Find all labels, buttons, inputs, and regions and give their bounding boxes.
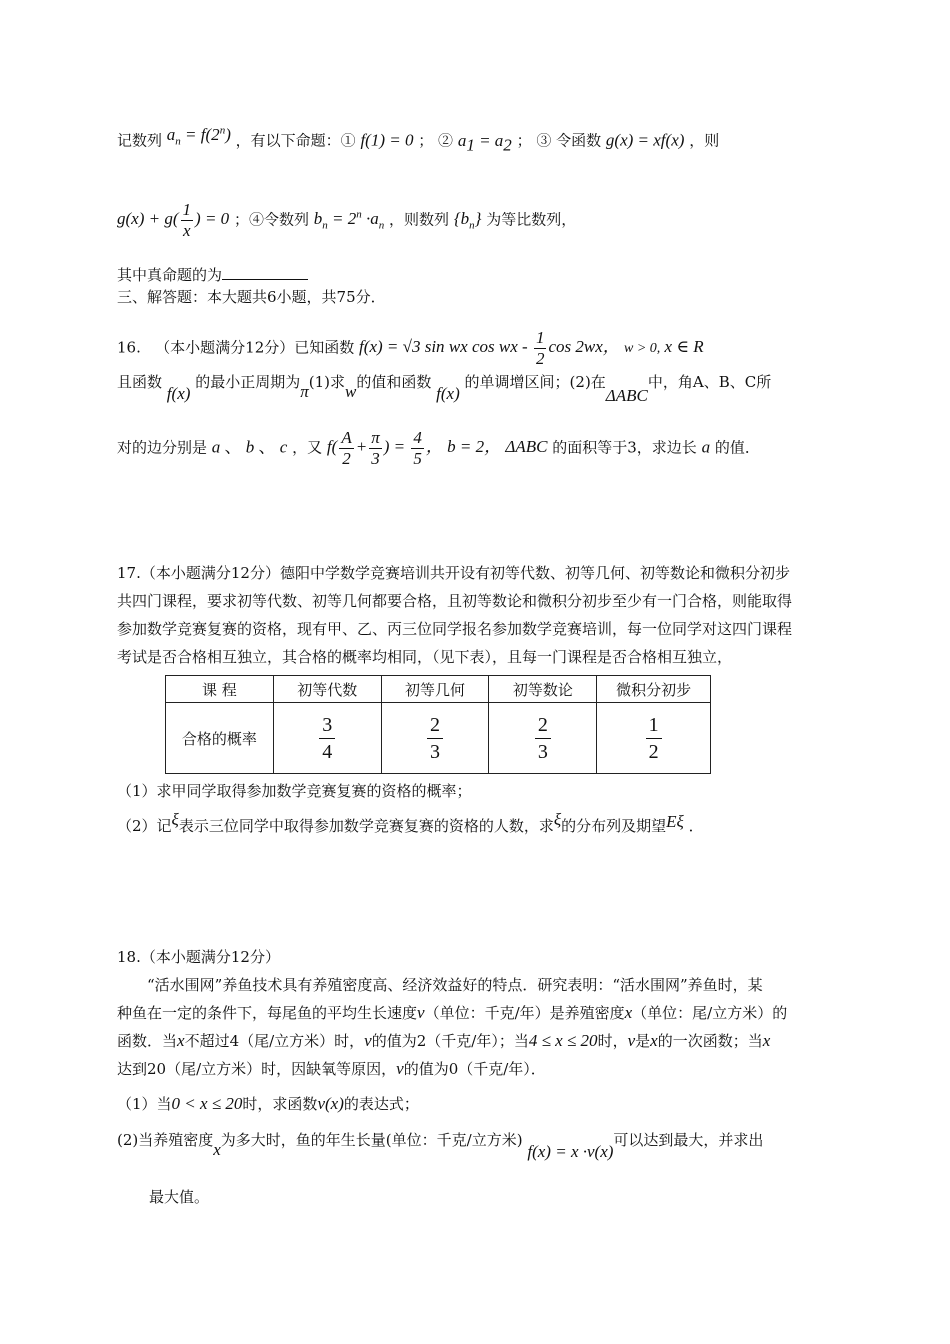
numerator: 3: [319, 712, 335, 739]
text: 记数列: [117, 131, 163, 150]
formula-v: v: [396, 1059, 404, 1078]
p15-line3: [117, 265, 308, 285]
numerator: 2: [535, 712, 551, 739]
formula-fx: f(x): [436, 384, 460, 403]
text: 三、解答题：本大题共6小题，共75分．: [117, 288, 386, 306]
p15-line1: [117, 120, 719, 155]
text: 中，角A、B、C所: [647, 373, 772, 391]
formula-bn-set: $\{b_n\}$: [453, 209, 482, 232]
formula-v: v: [417, 1003, 425, 1022]
text: ； ②: [418, 131, 454, 150]
text: ．: [688, 817, 704, 835]
q17-line1: [117, 563, 790, 583]
formula-x: x: [624, 1003, 633, 1022]
text: 的值．: [714, 438, 760, 457]
formula-x: x: [762, 1031, 771, 1050]
text: 的面积等于3，求边长: [552, 438, 697, 457]
formula-xi: ξ: [553, 810, 562, 829]
text: 为多大时，鱼的年生长量(单位：千克/立方米): [220, 1131, 523, 1149]
formula-triangle: ΔABC: [605, 386, 648, 405]
text: 可以达到最大，并求出: [613, 1131, 764, 1149]
formula-fx-growth: f(x) = x ·v(x): [527, 1142, 614, 1161]
table-cell: [273, 703, 381, 774]
fraction: [646, 712, 662, 765]
text: ；④令数列: [233, 210, 309, 229]
formula-v: v: [627, 1031, 636, 1050]
text: 对的边分别是: [117, 438, 208, 457]
answer-blank: [222, 265, 308, 280]
formula-expectation: Eξ: [666, 812, 684, 831]
text: 为等比数列，: [486, 210, 577, 229]
question-number: 16.: [117, 338, 141, 357]
text: 且函数: [117, 373, 163, 391]
q17-line2: [117, 591, 792, 611]
q18-line3: [117, 1031, 770, 1051]
formula-x: x: [213, 1140, 221, 1159]
text: 共四门课程，要求初等代数、初等几何都要合格，且初等数论和微积分初步至少有一门合格，则能取得: [117, 592, 793, 610]
q17-line4: [117, 647, 732, 667]
text: (1)求: [308, 373, 345, 391]
table-cell: [489, 703, 597, 774]
formula-a: a: [701, 437, 711, 457]
numerator: 2: [427, 712, 443, 739]
fraction: [535, 712, 551, 765]
table-header-cell: 初等数论: [489, 676, 597, 703]
text: ，则: [689, 131, 720, 150]
formula-x: x: [177, 1031, 185, 1050]
probability-table: [165, 675, 711, 774]
q17-line3: [117, 619, 792, 639]
formula-f16: f(x) = √3 sin wx cos wx - $\frac{1}{2}$ cos 2wx， w > 0, x ∈ R: [359, 328, 704, 368]
q16-line2: [117, 372, 771, 406]
text: 其中真命题的为: [117, 266, 223, 284]
text: 时，: [597, 1032, 628, 1050]
table-header-cell: 初等代数: [273, 676, 381, 703]
table-header-cell: 课 程: [166, 676, 274, 703]
section-3-heading: [117, 287, 386, 307]
text: 18.（本小题满分12分）: [117, 948, 280, 966]
text: 时，求函数: [242, 1095, 318, 1113]
text: 最大值。: [149, 1188, 210, 1206]
table-row-label: 合格的概率: [166, 703, 274, 774]
q18-sub2: [117, 1130, 763, 1162]
p15-line2: [117, 200, 576, 241]
text: 函数．当: [117, 1032, 178, 1050]
denominator: 4: [322, 740, 333, 763]
formula-xi: ξ: [171, 810, 179, 829]
denominator: 3: [537, 740, 548, 763]
text: 的单调增区间；(2)在: [464, 373, 606, 391]
formula-vx: v(x): [317, 1094, 344, 1113]
text: 的最小正周期为: [195, 373, 301, 391]
fraction: [319, 712, 335, 765]
q18-line4: [117, 1059, 546, 1079]
text: “活水围网”养鱼技术具有养殖密度高、经济效益好的特点．研究表明：“活水围网”养鱼时，某: [147, 976, 763, 994]
text: ； ③ 令函数: [516, 131, 602, 150]
fraction: [427, 712, 443, 765]
q18-title: [117, 947, 280, 967]
text: （本小题满分12分）已知函数: [155, 338, 355, 357]
q17-sub2: [117, 810, 704, 836]
text: 参加数学竞赛复赛的资格，现有甲、乙、丙三位同学报名参加数学竞赛培训，每一位同学对这四门课程: [117, 620, 793, 638]
text: 是: [635, 1032, 651, 1050]
denominator: 2: [648, 740, 659, 763]
q17-sub1: [117, 781, 472, 801]
text: 的值为2（千克/年）；当: [371, 1032, 529, 1050]
text: 表示三位同学中取得参加数学竞赛复赛的资格的人数，求: [178, 817, 554, 835]
formula-x: x: [650, 1031, 658, 1050]
formula-f-condition: f( $\frac{A}{2}$ + $\frac{\pi}{3}$ ) = $\frac{4}{5}$ ， b = 2， ΔABC: [326, 428, 548, 468]
table-header-cell: 初等几何: [381, 676, 489, 703]
text: ，又: [292, 438, 323, 457]
formula-f1: f(1) = 0: [360, 130, 414, 150]
formula-range: 4 ≤ x ≤ 20: [528, 1031, 598, 1050]
q18-line2: [117, 1003, 787, 1023]
q18-sub2-cont: [149, 1187, 209, 1207]
text: （1）当: [117, 1095, 172, 1113]
q18-line1: [147, 975, 763, 995]
formula-g-sum: g(x) + g( $\frac{1}{x}$ ) = 0: [117, 200, 230, 240]
text: （单位：尾/立方米）的: [632, 1004, 788, 1022]
text: 17.（本小题满分12分）德阳中学数学竞赛培训共开设有初等代数、初等几何、初等数论和微积分初步: [117, 564, 790, 582]
table-header-row: [166, 676, 711, 703]
formula-range2: 0 < x ≤ 20: [171, 1094, 243, 1113]
formula-abc: a 、 b 、 c: [211, 437, 288, 457]
text: 达到20（尾/立方米）时，因缺氧等原因，: [117, 1060, 397, 1078]
text: ，有以下命题：①: [235, 131, 356, 150]
formula-an: $a_n = f(2^n)$: [166, 124, 231, 148]
text: 种鱼在一定的条件下，每尾鱼的平均生长速度: [117, 1004, 418, 1022]
formula-bn: $b_n = 2^n \cdot a_n$: [313, 208, 385, 232]
formula-v: v: [364, 1031, 372, 1050]
text: 考试是否合格相互独立，其合格的概率均相同，（见下表），且每一门课程是否合格相互独立，: [117, 648, 733, 666]
text: ，则数列: [389, 210, 450, 229]
text: 的值和函数: [356, 373, 432, 391]
q18-sub1: [117, 1094, 419, 1114]
table-cell: [597, 703, 711, 774]
text: 的值为0（千克/年）．: [403, 1060, 546, 1078]
formula-g: g(x) = xf(x): [605, 130, 685, 150]
formula-pi: π: [300, 382, 309, 401]
text: （单位：千克/年）是养殖密度: [424, 1004, 625, 1022]
table-cell: [381, 703, 489, 774]
numerator: 1: [646, 712, 662, 739]
text: 的一次函数；当: [657, 1032, 763, 1050]
text: 的表达式；: [343, 1095, 419, 1113]
text: （1）求甲同学取得参加数学竞赛复赛的资格的概率；: [117, 782, 472, 800]
q16-line3: [117, 428, 760, 469]
formula-a1-a2: $a_1 = a_2$: [457, 130, 512, 155]
text: 的分布列及期望: [561, 817, 667, 835]
formula-w: w: [345, 382, 357, 401]
denominator: 3: [430, 740, 441, 763]
table-header-cell: 微积分初步: [597, 676, 711, 703]
text: （2）记: [117, 817, 172, 835]
text: 不超过4（尾/立方米）时，: [184, 1032, 365, 1050]
formula-fx: f(x): [166, 384, 191, 403]
q16-line1: [117, 328, 704, 369]
table-row: [166, 703, 711, 774]
text: (2)当养殖密度: [117, 1131, 214, 1149]
